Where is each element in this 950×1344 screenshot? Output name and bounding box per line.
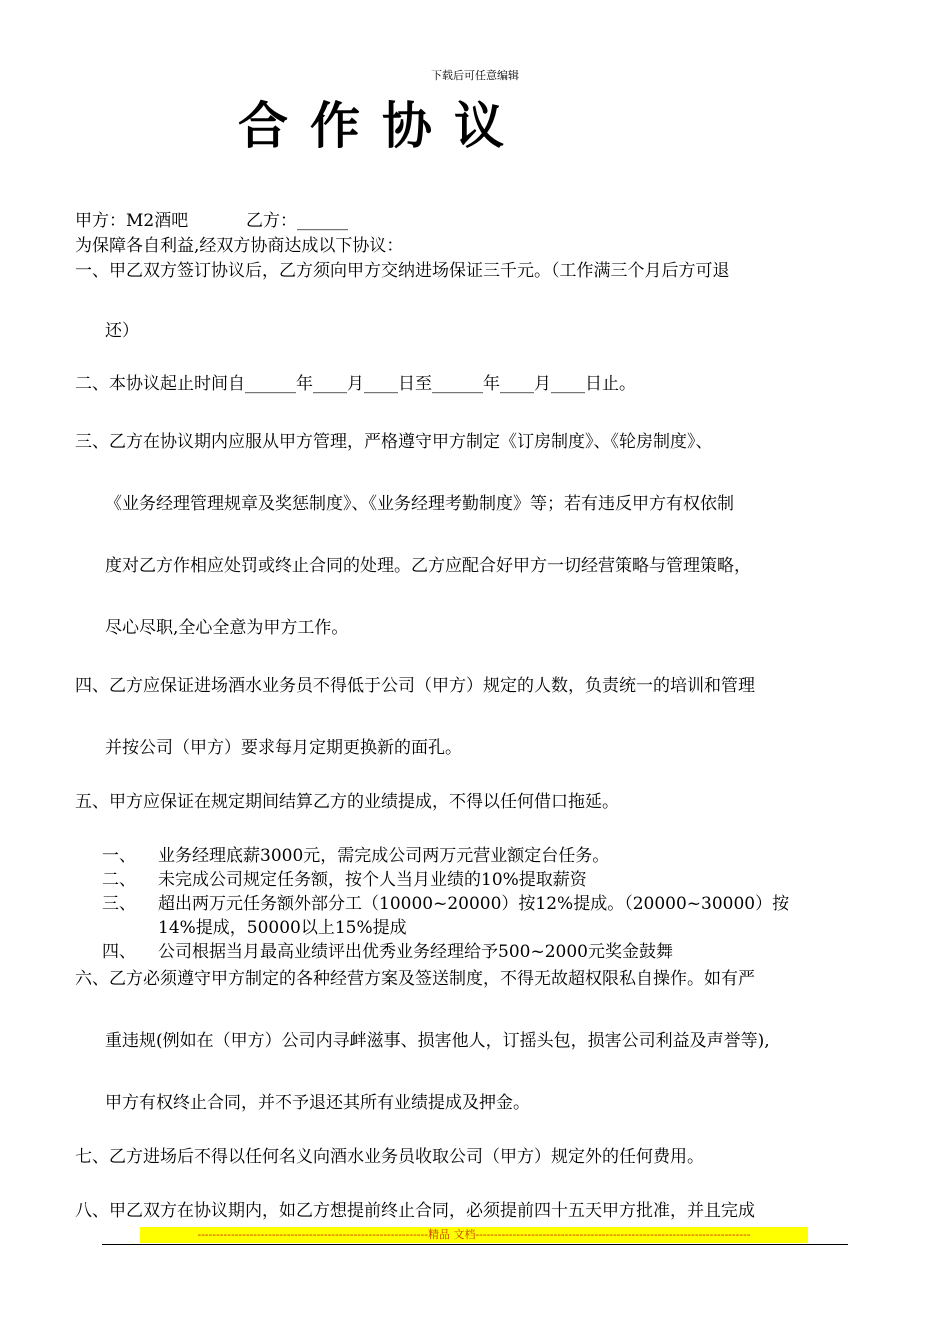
clause-1-line-2: 还） [105, 321, 139, 341]
clause-3-line-4: 尽心尽职,全心全意为甲方工作。 [105, 618, 349, 638]
clause-6-line-2: 重违规(例如在（甲方）公司内寻衅滋事、损害他人，订摇头包，损害公司利益及声誉等), [105, 1031, 770, 1051]
party-b: 乙方：______ [246, 211, 348, 231]
document-title: 合作协议 [238, 97, 526, 155]
footer-divider [102, 1244, 848, 1245]
clause-8-line-1: 八、甲乙双方在协议期内，如乙方想提前终止合同，必须提前四十五天甲方批准，并且完成 [75, 1201, 755, 1221]
clause-5-item-4-number: 四、 [102, 942, 136, 962]
clause-5-item-3-text-cont: 14%提成，50000以上15%提成 [158, 918, 407, 938]
clause-5-item-2-number: 二、 [102, 870, 136, 890]
clause-6-line-3: 甲方有权终止合同，并不予退还其所有业绩提成及押金。 [105, 1093, 530, 1113]
clause-5-item-4-text: 公司根据当月最高业绩评出优秀业务经理给予500~2000元奖金鼓舞 [158, 942, 673, 962]
preamble: 为保障各自利益,经双方协商达成以下协议： [75, 236, 404, 256]
clause-2-line-1: 二、本协议起止时间自______年____月____日至______年____月____日止。 [75, 374, 636, 394]
clause-5-item-3-number: 三、 [102, 894, 136, 914]
party-a: 甲方：M2酒吧 [75, 211, 189, 231]
clause-4-line-1: 四、乙方应保证进场酒水业务员不得低于公司（甲方）规定的人数，负责统一的培训和管理 [75, 676, 755, 696]
footer-banner: --------------------------------------------------------------精品 文档-------------------------------------------------------------------------- [140, 1227, 808, 1243]
clause-6-line-1: 六、乙方必须遵守甲方制定的各种经营方案及签送制度，不得无故超权限私自操作。如有严 [75, 969, 755, 989]
clause-1-line-1: 一、甲乙双方签订协议后，乙方须向甲方交纳进场保证三千元。（工作满三个月后方可退 [75, 261, 730, 281]
clause-7-line-1: 七、乙方进场后不得以任何名义向酒水业务员收取公司（甲方）规定外的任何费用。 [75, 1147, 704, 1167]
clause-5-item-1-text: 业务经理底薪3000元，需完成公司两万元营业额定台任务。 [158, 846, 610, 866]
clause-4-line-2: 并按公司（甲方）要求每月定期更换新的面孔。 [105, 738, 462, 758]
clause-3-line-1: 三、乙方在协议期内应服从甲方管理，严格遵守甲方制定《订房制度》、《轮房制度》、 [75, 432, 713, 452]
clause-5-line-1: 五、甲方应保证在规定期间结算乙方的业绩提成，不得以任何借口拖延。 [75, 792, 619, 812]
clause-3-line-3: 度对乙方作相应处罚或终止合同的处理。乙方应配合好甲方一切经营策略与管理策略， [105, 556, 751, 576]
download-note: 下载后可任意编辑 [431, 69, 519, 82]
clause-3-line-2: 《业务经理管理规章及奖惩制度》、《业务经理考勤制度》等；若有违反甲方有权依制 [105, 494, 734, 514]
clause-5-item-3-text: 超出两万元任务额外部分工（10000~20000）按12%提成。（20000~30000）按 [158, 894, 790, 914]
clause-5-item-1-number: 一、 [102, 846, 136, 866]
clause-5-item-2-text: 未完成公司规定任务额，按个人当月业绩的10%提取薪资 [158, 870, 587, 890]
